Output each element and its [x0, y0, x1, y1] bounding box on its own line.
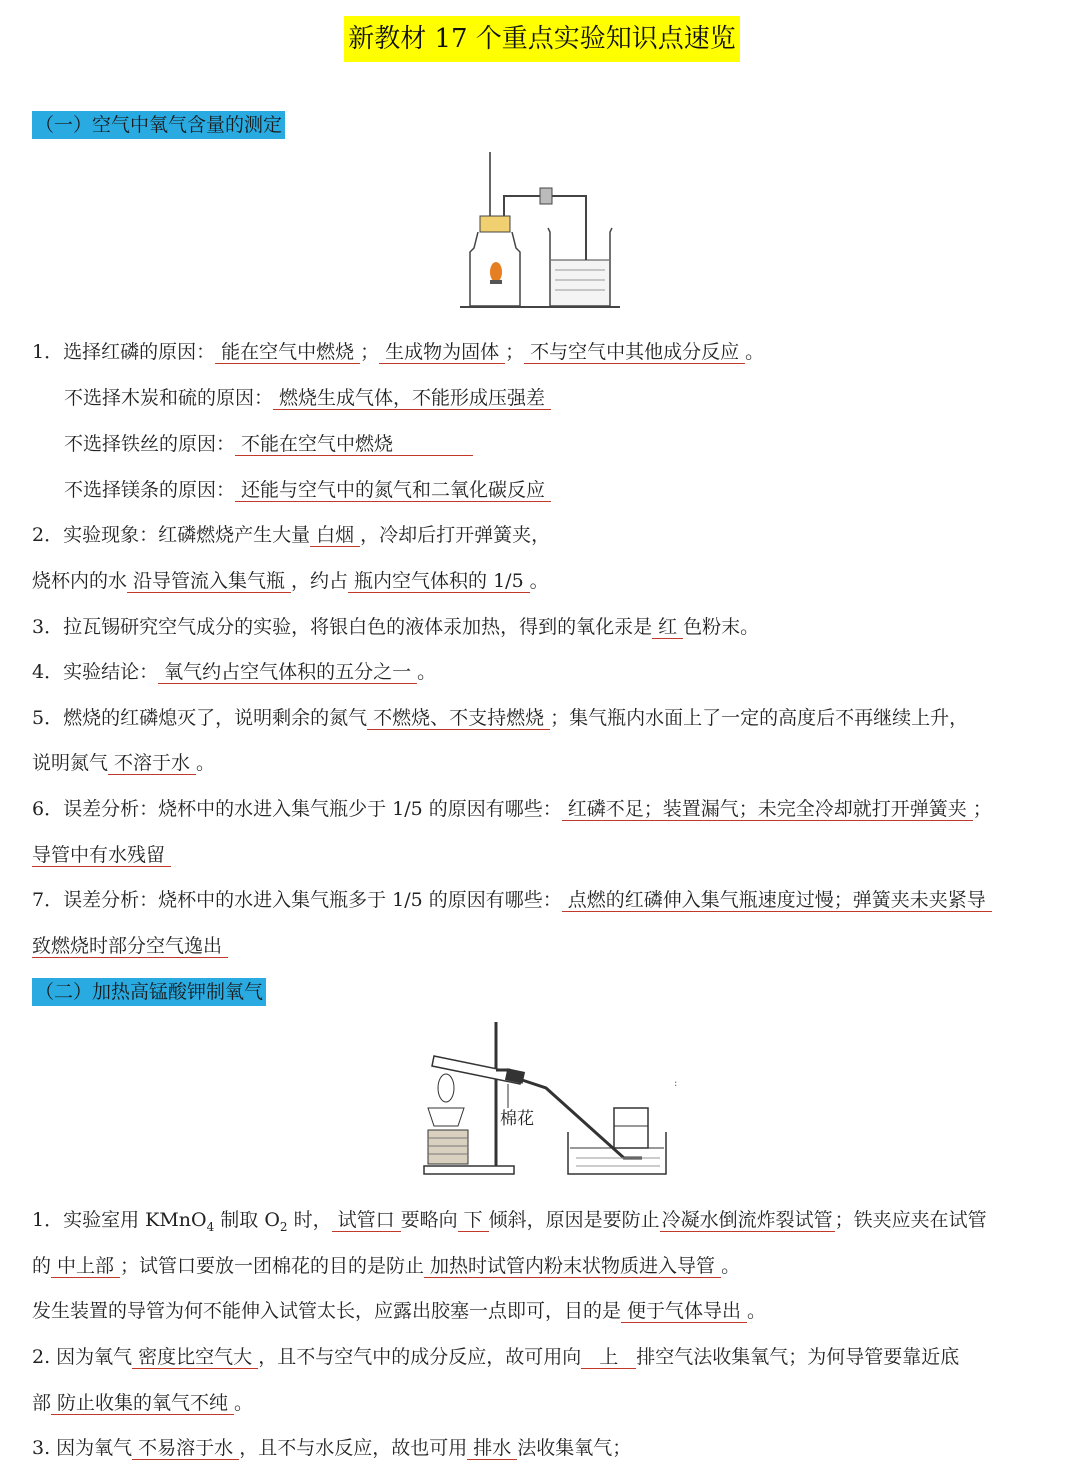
question-2b-water: 烧杯内的水 沿导管流入集气瓶 ，约占 瓶内空气体积的 1/5 。	[32, 570, 549, 592]
question-2-phenomenon: 2．实验现象：红磷燃烧产生大量 白烟 ，冷却后打开弹簧夹，	[32, 524, 551, 546]
question-6-error-less: 6．误差分析：烧杯中的水进入集气瓶少于 1/5 的原因有哪些： 红磷不足；装置漏气；未完全冷却就打开弹簧夹 ；	[32, 798, 992, 820]
svg-text::: :	[674, 1078, 678, 1089]
question-5b-nitrogen-solubility: 说明氮气 不溶于水 。	[32, 752, 216, 774]
section-heading-2: （二）加热高锰酸钾制氧气	[32, 978, 266, 1006]
s2-question-1b: 的 中上部 ；试管口要放一团棉花的目的是防止 加热时试管内粉末状物质进入导管 。	[32, 1255, 741, 1277]
section-heading-1: （一）空气中氧气含量的测定	[32, 111, 285, 139]
s2-question-1: 1．实验室用 KMnO$_4$ 制取 $O_2$ 时， 试管口 要略向 下 倾斜，原因是要防止 冷凝水倒流炸裂试管 ；铁夹应夹在试管	[32, 1209, 987, 1234]
question-1d-magnesium: 不选择镁条的原因： 还能与空气中的氮气和二氧化碳反应	[64, 477, 551, 503]
question-5-nitrogen: 5．燃烧的红磷熄灭了，说明剩余的氮气 不燃烧、不支持燃烧 ；集气瓶内水面上了一定的高度后不再继续上升，	[32, 707, 969, 729]
question-4-conclusion: 4．实验结论： 氧气约占空气体积的五分之一 。	[32, 661, 437, 683]
question-6b-continued: 导管中有水残留	[32, 842, 171, 868]
question-7-error-more: 7．误差分析：烧杯中的水进入集气瓶多于 1/5 的原因有哪些： 点燃的红磷伸入集气瓶速度过慢；弹簧夹未夹紧导	[32, 887, 992, 913]
s2-question-1c: 发生装置的导管为何不能伸入试管太长，应露出胶塞一点即可，目的是 便于气体导出 。	[32, 1300, 767, 1322]
question-1-red-phosphorus: 1．选择红磷的原因： 能在空气中燃烧 ； 生成物为固体 ； 不与空气中其他成分反应 。	[32, 341, 765, 363]
page-title: 新教材 17 个重点实验知识点速览	[344, 16, 740, 62]
question-3-lavoisier: 3．拉瓦锡研究空气成分的实验，将银白色的液体汞加热，得到的氧化汞是 红 色粉末。	[32, 616, 760, 638]
question-1b-charcoal-sulfur: 不选择木炭和硫的原因： 燃烧生成气体，不能形成压强差	[64, 385, 551, 411]
s2-question-2: 2. 因为氧气 密度比空气大 ，且不与空气中的成分反应，故可用向 上 排空气法收集氧气；为何导管要靠近底	[32, 1346, 960, 1368]
potassium-permanganate-apparatus	[410, 1018, 680, 1180]
oxygen-measurement-apparatus	[460, 148, 620, 318]
s2-question-2b: 部 防止收集的氧气不纯 。	[32, 1392, 254, 1414]
question-1c-iron-wire: 不选择铁丝的原因： 不能在空气中燃烧	[64, 431, 473, 457]
cotton-label: 棉花	[500, 1109, 534, 1129]
question-7b-continued: 致燃烧时部分空气逸出	[32, 933, 228, 959]
s2-question-3: 3. 因为氧气 不易溶于水 ，且不与水反应，故也可用 排水 法收集氧气；	[32, 1437, 632, 1459]
